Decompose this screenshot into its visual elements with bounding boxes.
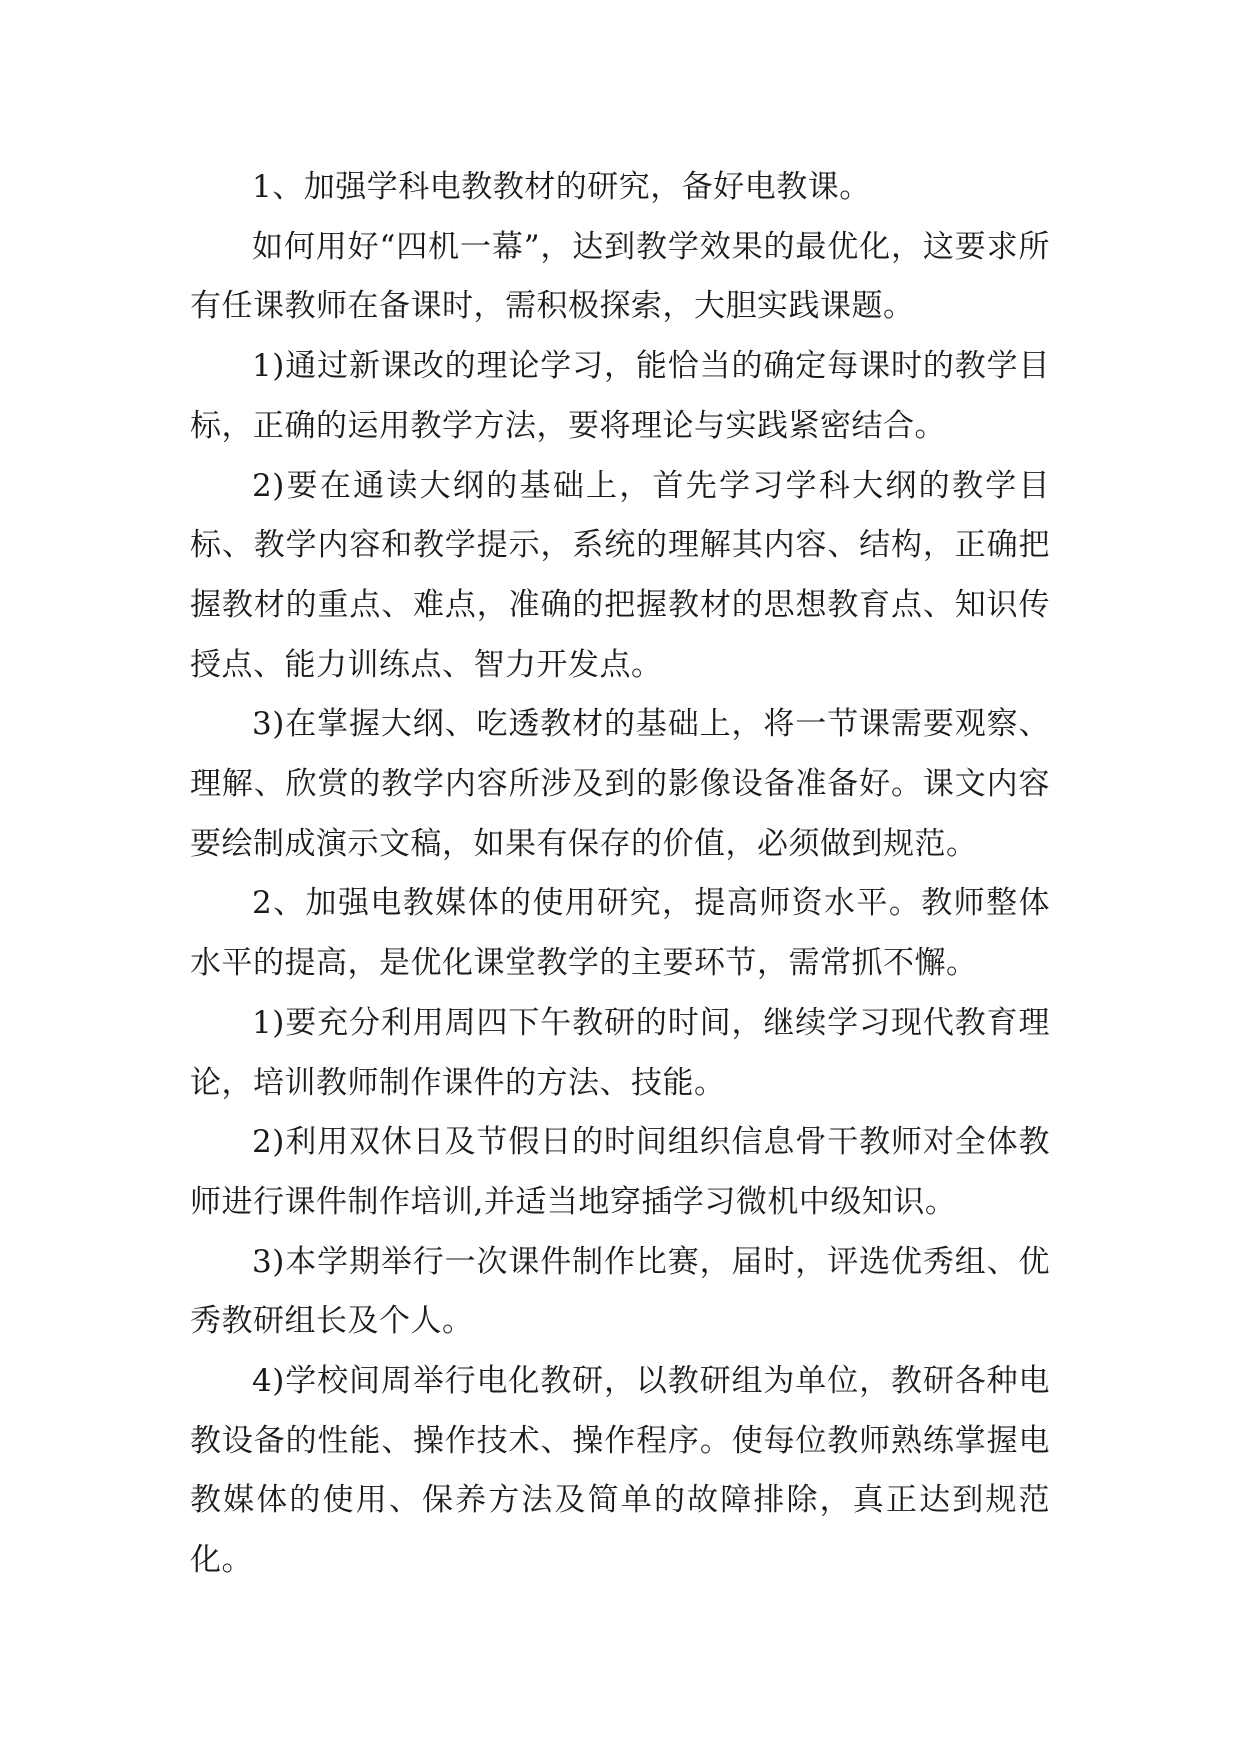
paragraph: 如何用好“四机一幕”，达到教学效果的最优化，这要求所有任课教师在备课时，需积极探索，大胆实践课题。 xyxy=(190,228,1050,325)
paragraph-item: 4)学校间周举行电化教研，以教研组为单位，教研各种电教设备的性能、操作技术、操作程序。使每位教师熟练掌握电教媒体的使用、保养方法及简单的故障排除，真正达到规范化。 xyxy=(190,1363,1050,1579)
paragraph-item: 2)利用双休日及节假日的时间组织信息骨干教师对全体教师进行课件制作培训,并适当地穿插学习微机中级知识。 xyxy=(190,1124,1050,1220)
paragraph-item: 3)本学期举行一次课件制作比赛，届时，评选优秀组、优秀教研组长及个人。 xyxy=(190,1243,1050,1340)
paragraph-item: 2)要在通读大纲的基础上，首先学习学科大纲的教学目标、教学内容和教学提示，系统的理解其内容、结构，正确把握教材的重点、难点，准确的把握教材的思想教育点、知识传授点、能力训练点、智力开发点。 xyxy=(190,467,1050,683)
document-body xyxy=(190,158,1050,1591)
paragraph-item: 1)要充分利用周四下午教研的时间，继续学习现代教育理论，培训教师制作课件的方法、技能。 xyxy=(190,1004,1050,1101)
paragraph-heading-1: 1、加强学科电教教材的研究，备好电教课。 xyxy=(252,169,871,205)
paragraph-heading-2: 2、加强电教媒体的使用研究，提高师资水平。教师整体水平的提高，是优化课堂教学的主要环节，需常抓不懈。 xyxy=(190,885,1050,982)
paragraph-item: 3)在掌握大纲、吃透教材的基础上，将一节课需要观察、理解、欣赏的教学内容所涉及到的影像设备准备好。课文内容要绘制成演示文稿，如果有保存的价值，必须做到规范。 xyxy=(190,706,1050,862)
paragraph-item: 1)通过新课改的理论学习，能恰当的确定每课时的教学目标，正确的运用教学方法，要将理论与实践紧密结合。 xyxy=(190,348,1050,444)
